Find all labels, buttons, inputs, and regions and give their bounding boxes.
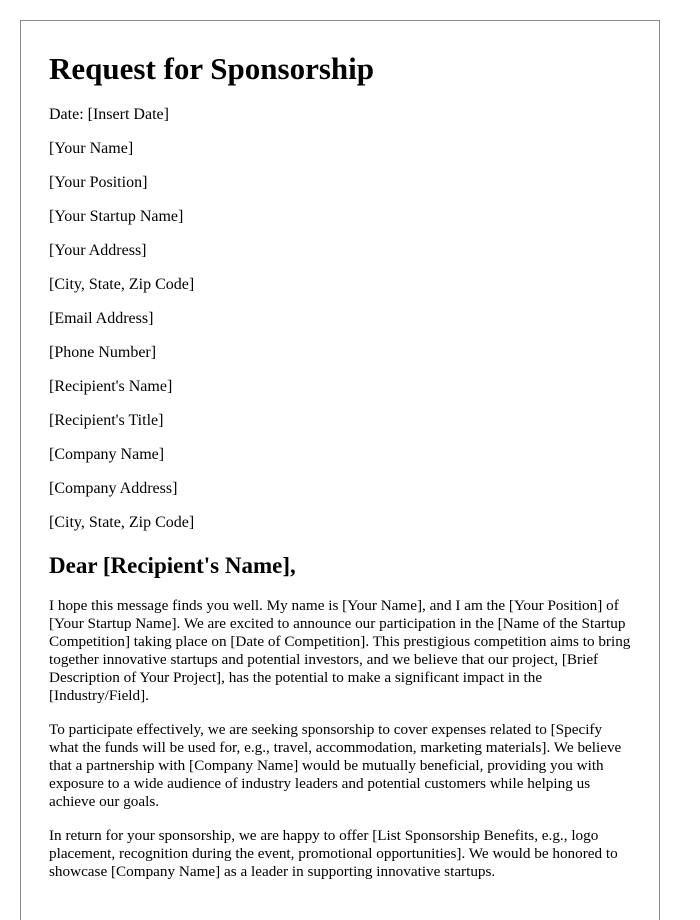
recipient-city-state-zip: [City, State, Zip Code] [49,514,195,531]
sender-phone: [Phone Number] [49,344,157,361]
sender-address: [Your Address] [49,242,147,259]
letter-page [20,20,660,920]
body-paragraph-benefits: In return for your sponsorship, we are happy to offer [List Sponsorship Benefits, e.g., logo placement, recognition during the event, promotional opportunities]. We would be honored to showcase [Company Name] as a leader in supporting innovative startups. [49,827,618,880]
body-paragraph-intro: I hope this message finds you well. My name is [Your Name], and I am the [Your Position] of [Your Startup Name]. We are excited to announce our participation in the [Name of the Startup Competition] taking place on [Date of Competition]. This prestigious competition aims to bring together innovative startups and potential investors, and we believe that our project, [Brief Description of Your Project], has the potential to make a significant impact in the [Industry/Field]. [49,597,631,704]
recipient-name: [Recipient's Name] [49,378,173,395]
letter-content [49,51,635,881]
body-paragraph-request: To participate effectively, we are seeking sponsorship to cover expenses related to [Specify what the funds will be used for, e.g., travel, accommodation, marketing materials]. We believe that a partnership with [Company Name] would be mutually beneficial, providing you with exposure to a wide audience of industry leaders and potential customers while helping us achieve our goals. [49,721,622,810]
sender-city-state-zip: [City, State, Zip Code] [49,276,195,293]
letter-title: Request for Sponsorship [49,51,375,86]
recipient-company-name: [Company Name] [49,446,165,463]
recipient-company-address: [Company Address] [49,480,178,497]
sender-startup-name: [Your Startup Name] [49,208,184,225]
sender-name: [Your Name] [49,140,134,157]
recipient-title: [Recipient's Title] [49,412,164,429]
salutation: Dear [Recipient's Name], [49,553,296,578]
date-line: Date: [Insert Date] [49,106,169,123]
sender-email: [Email Address] [49,310,154,327]
sender-position: [Your Position] [49,174,148,191]
